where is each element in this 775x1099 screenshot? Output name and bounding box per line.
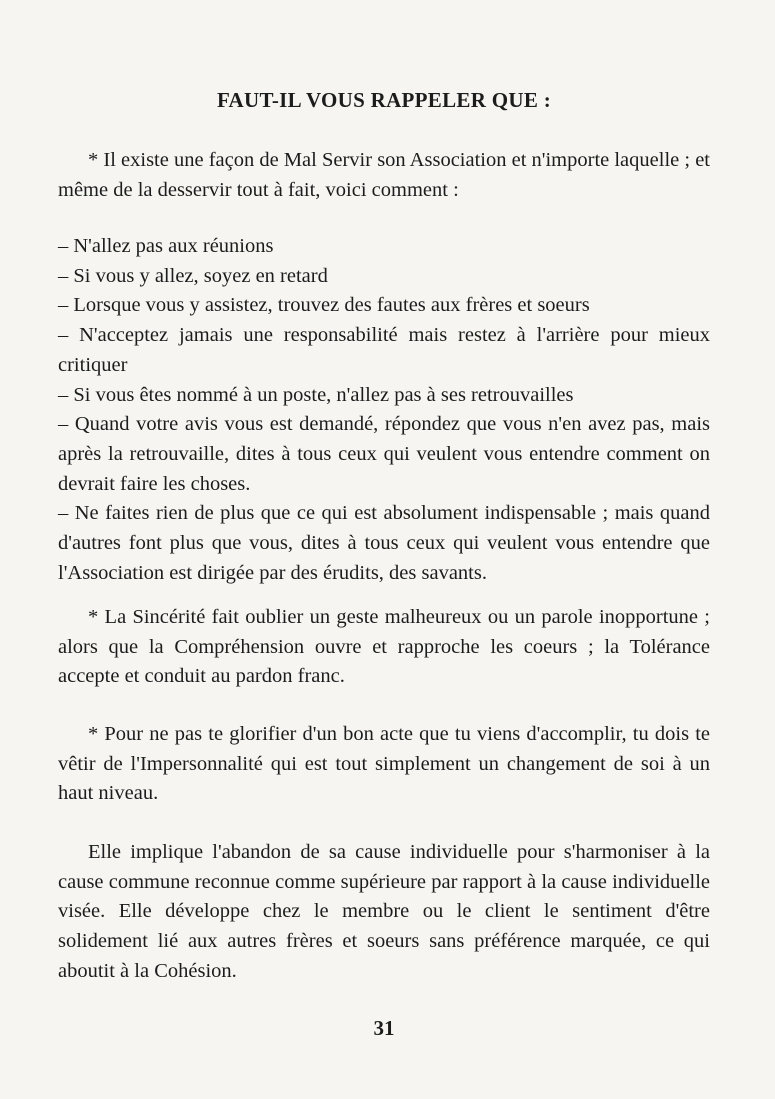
page-title: FAUT-IL VOUS RAPPELER QUE : xyxy=(216,88,551,112)
glorifier-paragraph: * Pour ne pas te glorifier d'un bon acte que tu viens d'accomplir, tu dois te vêtir de l'Impersonnalité qui est tout simplement un changement de soi à un haut niveau. xyxy=(58,723,710,805)
document-page xyxy=(58,0,710,1099)
list-item: – N'allez pas aux réunions xyxy=(58,235,274,257)
instruction-list xyxy=(58,232,710,588)
sincerite-paragraph: * La Sincérité fait oublier un geste malheureux ou un parole inopportune ; alors que la Compréhension ouvre et rapproche les coeurs ; la Tolérance accepte et conduit au pardon franc. xyxy=(58,606,710,688)
list-item: – Lorsque vous y assistez, trouvez des fautes aux frères et soeurs xyxy=(58,294,590,317)
list-item: – Si vous y allez, soyez en retard xyxy=(58,264,328,287)
page-number: 31 xyxy=(373,1016,395,1040)
list-item: – N'acceptez jamais une responsabilité mais restez à l'arrière pour mieux critiquer xyxy=(58,324,710,376)
intro-paragraph: * Il existe une façon de Mal Servir son Association et n'importe laquelle ; et même de la desservir tout à fait, voici comment : xyxy=(58,149,710,201)
list-item: – Quand votre avis vous est demandé, répondez que vous n'en avez pas, mais après la retrouvaille, dites à tous ceux qui veulent vous entendre comment on devrait faire les choses. xyxy=(58,413,710,495)
cohesion-paragraph: Elle implique l'abandon de sa cause individuelle pour s'harmoniser à la cause commune reconnue comme supérieure par rapport à la cause individuelle visée. Elle développe chez le membre ou le client le sentiment d'être solidement lié aux autres frères et soeurs sans préférence marquée, ce qui aboutit à la Cohésion. xyxy=(58,841,710,982)
list-item: – Si vous êtes nommé à un poste, n'allez pas à ses retrouvailles xyxy=(58,383,574,406)
list-item: – Ne faites rien de plus que ce qui est absolument indispensable ; mais quand d'autres font plus que vous, dites à tous ceux qui veulent vous entendre que l'Association est dirigée par des érudits, des savants. xyxy=(58,502,710,584)
